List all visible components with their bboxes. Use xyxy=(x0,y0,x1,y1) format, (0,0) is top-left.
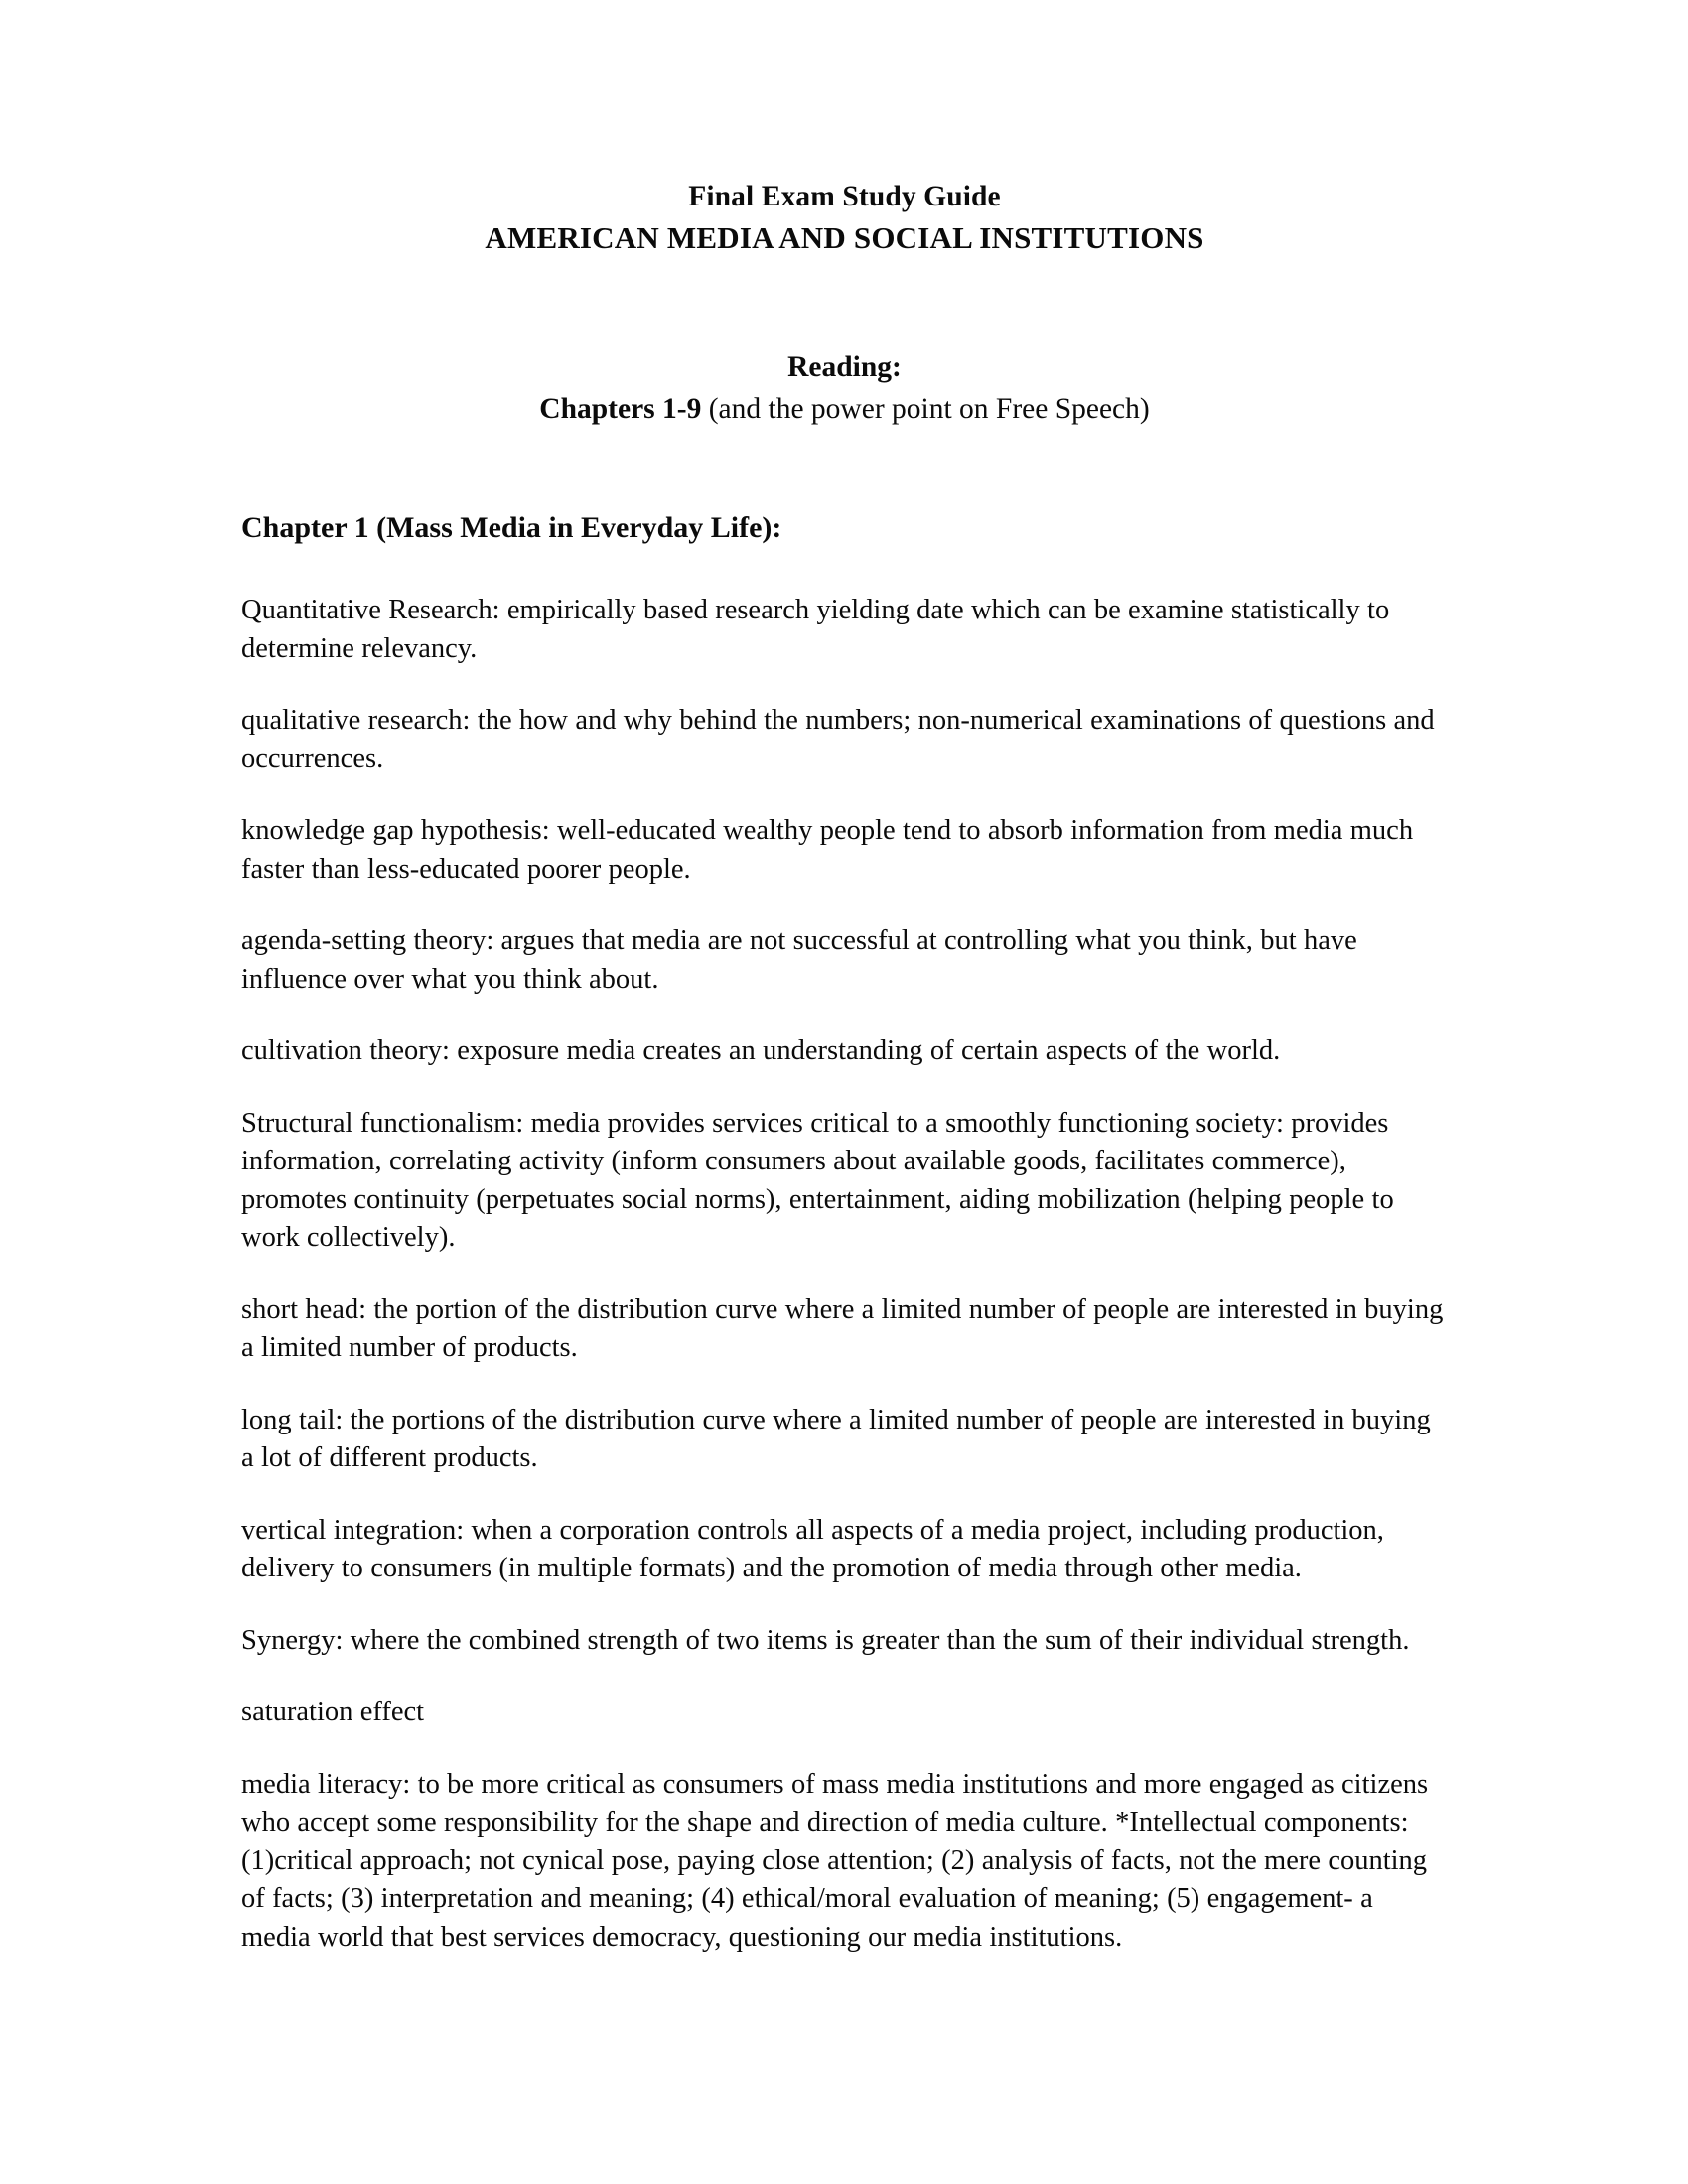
paragraph: cultivation theory: exposure media creates an understanding of certain aspects of the world. xyxy=(241,1035,1281,1066)
body-paragraphs xyxy=(241,592,1448,1957)
paragraph: short head: the portion of the distribution curve where a limited number of people are interested in buying a limited number of products. xyxy=(241,1294,1444,1363)
document-content xyxy=(241,177,1448,1957)
paragraph: long tail: the portions of the distribution curve where a limited number of people are interested in buying a lot of different products. xyxy=(241,1404,1431,1473)
paragraph: saturation effect xyxy=(241,1697,425,1727)
paragraph: vertical integration: when a corporation controls all aspects of a media project, including production, delivery to consumers (in multiple formats) and the promotion of media through other media. xyxy=(241,1514,1384,1583)
title-block xyxy=(241,177,1448,259)
paragraph: media literacy: to be more critical as consumers of mass media institutions and more engaged as citizens who accept some responsibility for the shape and direction of media culture. *Intellectual components: (1)critical approach; not cynical pose, paying close attention; (2) analysis of facts, not the mere counting of facts; (3) interpretation and meaning; (4) ethical/moral evaluation of meaning; (5) engagement- a media world that best services democracy, questioning our media institutions. xyxy=(241,1768,1429,1953)
document-subtitle: AMERICAN MEDIA AND SOCIAL INSTITUTIONS xyxy=(485,220,1204,255)
paragraph: agenda-setting theory: argues that media are not successful at controlling what you think, but have influence over what you think about. xyxy=(241,925,1357,995)
paragraph: Synergy: where the combined strength of two items is greater than the sum of their individual strength. xyxy=(241,1624,1410,1656)
chapter-heading: Chapter 1 (Mass Media in Everyday Life): xyxy=(241,511,782,544)
paragraph: Quantitative Research: empirically based research yielding date which can be examine statistically to determine relevancy. xyxy=(241,595,1390,664)
reading-chapters-bold: Chapters 1-9 xyxy=(539,393,702,425)
paragraph: qualitative research: the how and why behind the numbers; non-numerical examinations of questions and occurrences. xyxy=(241,705,1435,774)
document-title: Final Exam Study Guide xyxy=(688,181,1001,212)
paragraph: Structural functionalism: media provides services critical to a smoothly functioning society: provides information, correlating activity (inform consumers about available goods, facilitates commerce), promotes continuity (perpetuates social norms), entertainment, aiding mobilization (helping people to work collectively). xyxy=(241,1107,1394,1253)
reading-chapters-rest: (and the power point on Free Speech) xyxy=(701,393,1150,425)
paragraph: knowledge gap hypothesis: well-educated wealthy people tend to absorb information from media much faster than less-educated poorer people. xyxy=(241,815,1414,885)
reading-block xyxy=(241,346,1448,430)
reading-label: Reading: xyxy=(787,351,902,383)
reading-chapters-line xyxy=(241,388,1448,430)
